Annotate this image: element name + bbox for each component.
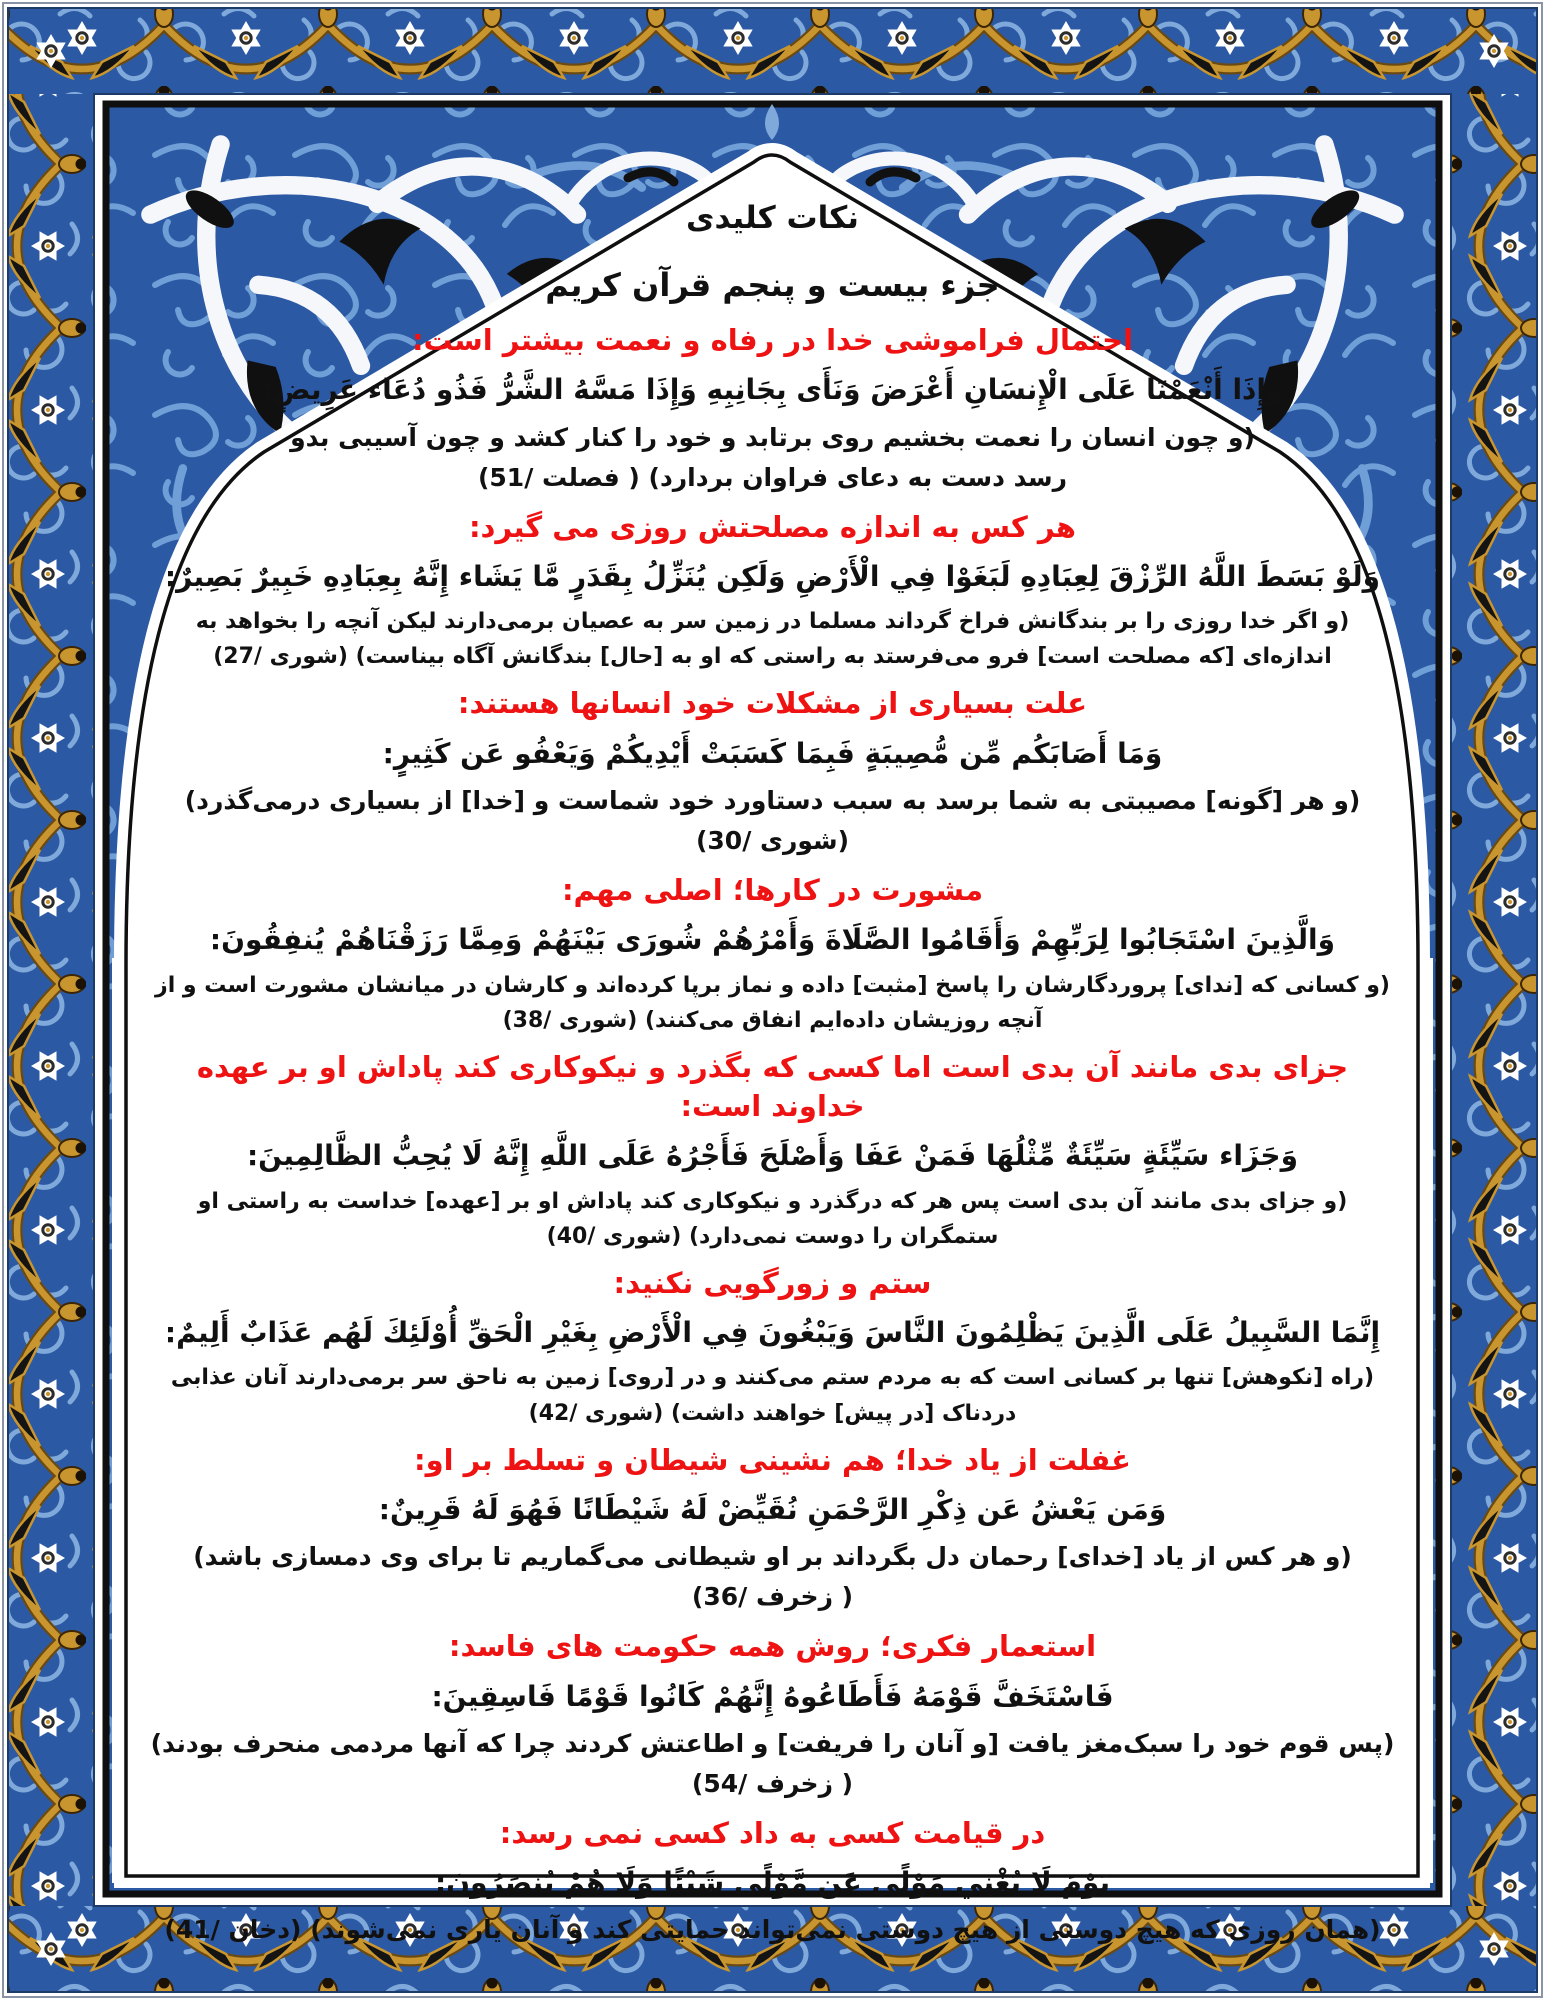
verse-arabic: وَلَوْ بَسَطَ اللَّهُ الرِّزْقَ لِعِبَادِهِ لَبَغَوْا فِي الْأَرْضِ وَلَكِن يُنَزِّلُ بِقَدَرٍ مَّا يَشَاء إِنَّهُ بِعِبَادِهِ خَبِيرٌ بَصِيرٌ:: [164, 559, 1381, 593]
translation-text: (و کسانی که [ندای] پروردگارشان را پاسخ [مثبت] داده و نماز برپا کرده‌اند و کارشان در میانشان مشورت است و از آنچه روزیشان داده‌ایم انفاق می‌کنند): [155, 972, 1390, 1033]
quran-section: [150, 684, 1395, 861]
quran-section: [150, 321, 1395, 498]
section-heading: جزای بدی مانند آن بدی است اما کسی که بگذرد و نیکوکاری کند پاداش او بر عهده خداوند است:: [196, 1049, 1349, 1124]
verse-reference: (شوری /40): [546, 1223, 682, 1249]
verse-reference: ( فصلت /51): [477, 462, 640, 492]
translation-text: (و هر [گونه] مصیبتی به شما برسد به سبب دستاورد خود شماست و [خدا] از بسیاری درمی‌گذرد): [184, 786, 1361, 815]
section-heading: ستم و زورگویی نکنید:: [613, 1265, 932, 1300]
translation-persian: [150, 968, 1395, 1038]
section-heading: غفلت از یاد خدا؛ هم نشینی شیطان و تسلط بر او:: [414, 1442, 1131, 1477]
translation-text: (پس قوم خود را سبک‌مغز یافت [و آنان را فریفت] و اطاعتش کردند چرا که آنها مردمی منحرف بودند): [150, 1728, 1395, 1758]
verse-arabic: وَمَن يَعْشُ عَن ذِكْرِ الرَّحْمَنِ نُقَيِّضْ لَهُ شَيْطَانًا فَهُوَ لَهُ قَرِينٌ:: [378, 1493, 1167, 1526]
page-title: نکات کلیدی: [686, 200, 859, 236]
translation-persian: [150, 781, 1395, 861]
document-content: [150, 198, 1395, 1945]
verse-arabic: وَمَا أَصَابَكُم مِّن مُّصِيبَةٍ فَبِمَا كَسَبَتْ أَيْدِيكُمْ وَيَعْفُو عَن كَثِيرٍ:: [382, 736, 1163, 770]
quran-section: [150, 1627, 1395, 1804]
verse-arabic: وَإِذَا أَنْعَمْنَا عَلَى الْإِنسَانِ أَعْرَضَ وَنَأَى بِجَانِبِهِ وَإِذَا مَسَّهُ الشَّرُّ فَذُو دُعَاء عَرِيضٍ:: [261, 373, 1284, 407]
verse-arabic: إِنَّمَا السَّبِيلُ عَلَى الَّذِينَ يَظْلِمُونَ النَّاسَ وَيَبْغُونَ فِي الْأَرْضِ بِغَيْرِ الْحَقِّ أُوْلَئِكَ لَهُم عَذَابٌ أَلِيمٌ:: [164, 1316, 1381, 1350]
section-heading: در قیامت کسی به داد کسی نمی رسد:: [499, 1815, 1046, 1850]
section-heading: هر کس به اندازه مصلحتش روزی می گیرد:: [468, 509, 1077, 544]
section-heading: علت بسیاری از مشکلات خود انسانها هستند:: [457, 686, 1088, 721]
quran-section: [150, 1441, 1395, 1618]
verse-reference: (شوری /27): [213, 644, 348, 670]
quran-section: [150, 1048, 1395, 1254]
verse-reference: ( زخرف /36): [691, 1582, 854, 1612]
translation-text: (راه [نکوهش] تنها بر کسانی است که به مردم ستم می‌کنند و در [روی] زمین به ناحق سر برمی‌دارند آنان عذابی دردناک [در پیش] خواهند داشت): [170, 1365, 1375, 1426]
translation-text: (و هر کس از یاد [خدای] رحمان دل بگرداند بر او شیطانی می‌گماریم تا برای وی دمسازی باشد): [193, 1542, 1352, 1572]
verse-reference: (شوری /30): [695, 826, 850, 855]
verse-arabic: وَالَّذِينَ اسْتَجَابُوا لِرَبِّهِمْ وَأَقَامُوا الصَّلَاةَ وَأَمْرُهُمْ شُورَى بَيْنَهُمْ وَمِمَّا رَزَقْنَاهُمْ يُنفِقُونَ:: [209, 923, 1336, 957]
translation-text: (و چون انسان را نعمت بخشیم روی برتابد و خود را کنار کشد و چون آسیبی بدو رسد دست به دعای فراوان بردارد): [290, 422, 1255, 492]
sections: [150, 321, 1395, 1950]
verse-reference: (شوری /38): [502, 1007, 638, 1033]
translation-persian: [150, 418, 1395, 498]
verse-reference: ( زخرف /54): [691, 1768, 854, 1798]
quran-section: [150, 1264, 1395, 1431]
translation-persian: [150, 1537, 1395, 1617]
section-heading: مشورت در کارها؛ اصلی مهم:: [561, 873, 984, 907]
verse-arabic: يَوْمَ لَا يُغْنِي مَوْلًى عَن مَّوْلًى شَيْئًا وَلَا هُمْ يُنصَرُونَ:: [434, 1866, 1111, 1900]
page-subtitle: جزء بیست و پنجم قرآن کریم: [545, 265, 1000, 304]
verse-reference: (شوری /42): [528, 1400, 664, 1426]
verse-arabic: فَاسْتَخَفَّ قَوْمَهُ فَأَطَاعُوهُ إِنَّهُمْ كَانُوا قَوْمًا فَاسِقِينَ:: [431, 1679, 1114, 1713]
translation-text: (و جزای بدی مانند آن بدی است پس هر که درگذرد و نیکوکاری کند پاداش او بر [عهده] خداست به راستی او ستمگران را دوست نمی‌دارد): [197, 1188, 1348, 1249]
section-heading: استعمار فکری؛ روش همه حکومت های فاسد:: [448, 1629, 1097, 1664]
translation-persian: [150, 1184, 1395, 1254]
verse-arabic: وَجَزَاء سَيِّئَةٍ سَيِّئَةٌ مِّثْلُهَا فَمَنْ عَفَا وَأَصْلَحَ فَأَجْرُهُ عَلَى اللَّهِ إِنَّهُ لَا يُحِبُّ الظَّالِمِينَ:: [246, 1139, 1298, 1173]
quran-section: [150, 508, 1395, 675]
quran-section: [150, 1814, 1395, 1951]
verse-reference: (دخان /41): [164, 1915, 302, 1945]
translation-persian: [150, 1360, 1395, 1430]
section-heading: احتمال فراموشی خدا در رفاه و نعمت بیشتر است:: [411, 323, 1134, 358]
translation-text: (همان روزی که هیچ دوستی از هیچ دوستی نمی‌تواند حمایتی کند و آنان یاری نمی‌شوند): [301, 1915, 1381, 1945]
translation-persian: [150, 604, 1395, 674]
translation-persian: [150, 1724, 1395, 1804]
quran-section: [150, 871, 1395, 1038]
translation-persian: [150, 1910, 1395, 1950]
translation-text: (و اگر خدا روزی را بر بندگانش فراخ گرداند مسلما در زمین سر به عصیان برمی‌دارند لیکن آنچه را بخواهد به اندازه‌ای [که مصلحت است] فرو می‌فرستد به راستی که او به [حال] بندگانش آگاه بیناست): [195, 609, 1350, 670]
